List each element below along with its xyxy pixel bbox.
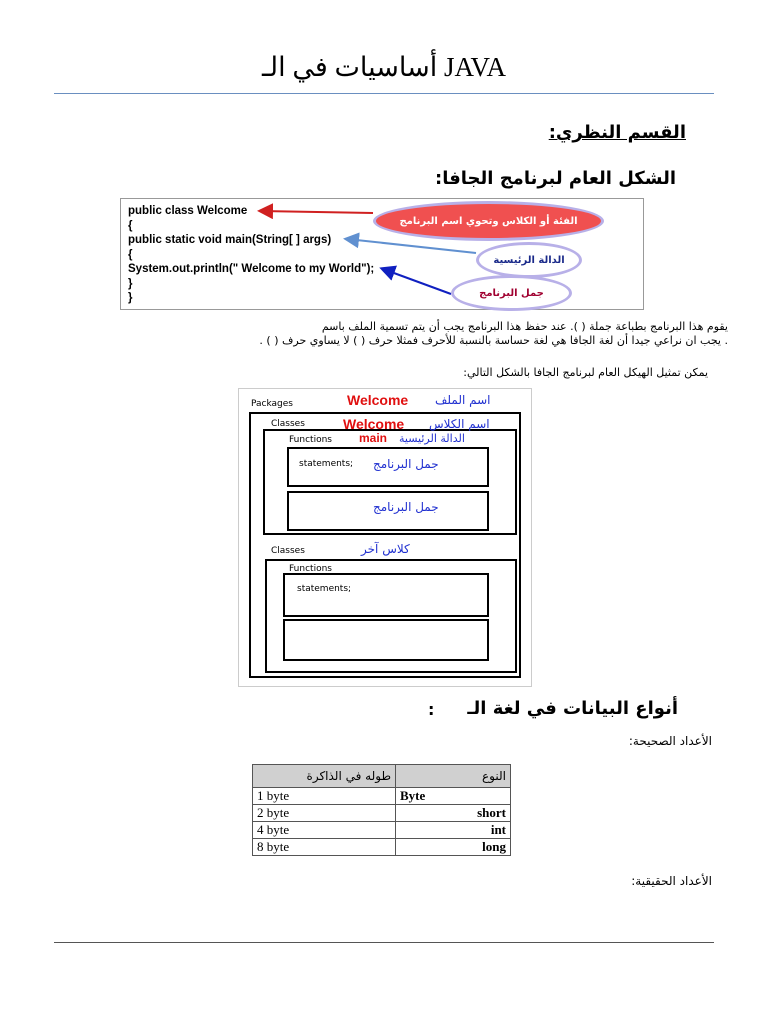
classes-label: Classes xyxy=(271,546,305,556)
statements-ar-label: جمل البرنامج xyxy=(373,457,439,471)
structure-note: يمكن تمثيل الهيكل العام لبرنامج الجافا بالشكل التالي: xyxy=(463,366,708,379)
general-form-heading: الشكل العام لبرنامج الجافا: xyxy=(435,168,676,189)
code-figure xyxy=(120,198,644,310)
code-line: { xyxy=(128,248,133,261)
table-row xyxy=(253,822,511,839)
type-cell: Byte xyxy=(396,788,511,805)
statements-box xyxy=(283,619,489,661)
main-arrow xyxy=(347,239,476,253)
size-cell: 8 byte xyxy=(253,839,396,856)
statements-label: statements; xyxy=(299,459,354,469)
functions-label: Functions xyxy=(289,435,332,445)
class-name-label: اسم الكلاس xyxy=(429,417,490,431)
theory-heading: القسم النظري: xyxy=(548,122,686,143)
statements-ar-label: جمل البرنامج xyxy=(373,500,439,514)
data-types-colon: : xyxy=(428,700,435,719)
table-header-size: طوله في الذاكرة xyxy=(253,765,396,788)
class-welcome-label: Welcome xyxy=(343,416,405,432)
integer-types-table xyxy=(252,764,511,856)
file-name-label: اسم الملف xyxy=(435,393,491,407)
explanation-paragraph xyxy=(38,320,728,348)
code-line: } xyxy=(128,277,133,290)
code-line: System.out.println(" Welcome to my World"); xyxy=(128,263,375,275)
statements-box xyxy=(283,573,489,617)
code-line: { xyxy=(128,219,133,232)
page-title: أساسيات في الـ JAVA xyxy=(261,52,507,82)
functions-label: Functions xyxy=(289,564,332,574)
statements-arrow xyxy=(383,269,451,294)
code-line: public class Welcome xyxy=(128,205,248,217)
statements-callout: جمل البرنامج xyxy=(451,275,572,311)
table-header-row xyxy=(253,765,511,788)
type-cell: short xyxy=(396,805,511,822)
table-row xyxy=(253,788,511,805)
main-label: main xyxy=(359,431,388,445)
other-class-label: كلاس آخر xyxy=(361,542,410,556)
table-row xyxy=(253,839,511,856)
size-cell: 1 byte xyxy=(253,788,396,805)
classes-label: Classes xyxy=(271,419,305,429)
table-header-type: النوع xyxy=(396,765,511,788)
footer-divider xyxy=(54,942,714,943)
integers-heading: الأعداد الصحيحة: xyxy=(628,734,712,748)
code-line: } xyxy=(128,292,133,304)
packages-label: Packages xyxy=(251,399,293,409)
table-row xyxy=(253,805,511,822)
data-types-heading: أنواع البيانات في لغة الـ xyxy=(467,698,678,719)
reals-heading: الأعداد الحقيقية: xyxy=(631,874,712,888)
code-line: public static void main(String[ ] args) xyxy=(128,234,332,246)
header-divider xyxy=(54,93,714,94)
main-callout: الدالة الرئيسية xyxy=(476,242,582,278)
class-callout: الفئة أو الكلاس وتحوي اسم البرنامج xyxy=(373,201,604,241)
file-welcome-label: Welcome xyxy=(347,392,409,408)
size-cell: 2 byte xyxy=(253,805,396,822)
main-name-label: الدالة الرئيسية xyxy=(399,432,465,445)
size-cell: 4 byte xyxy=(253,822,396,839)
paragraph-line: يقوم هذا البرنامج بطباعة جملة ( ). عند حفظ هذا البرنامج يجب أن يتم تسمية الملف باسم xyxy=(321,320,728,333)
statements-label: statements; xyxy=(297,584,352,594)
class-arrow xyxy=(261,211,373,213)
type-cell: int xyxy=(396,822,511,839)
structure-diagram xyxy=(238,388,532,687)
type-cell: long xyxy=(396,839,511,856)
paragraph-line: . يجب ان نراعي جيدا أن لغة الجافا هي لغة حساسة بالنسبة للأحرف فمثلا حرف ( ) لا يساوي حرف ( ) . xyxy=(259,334,728,347)
